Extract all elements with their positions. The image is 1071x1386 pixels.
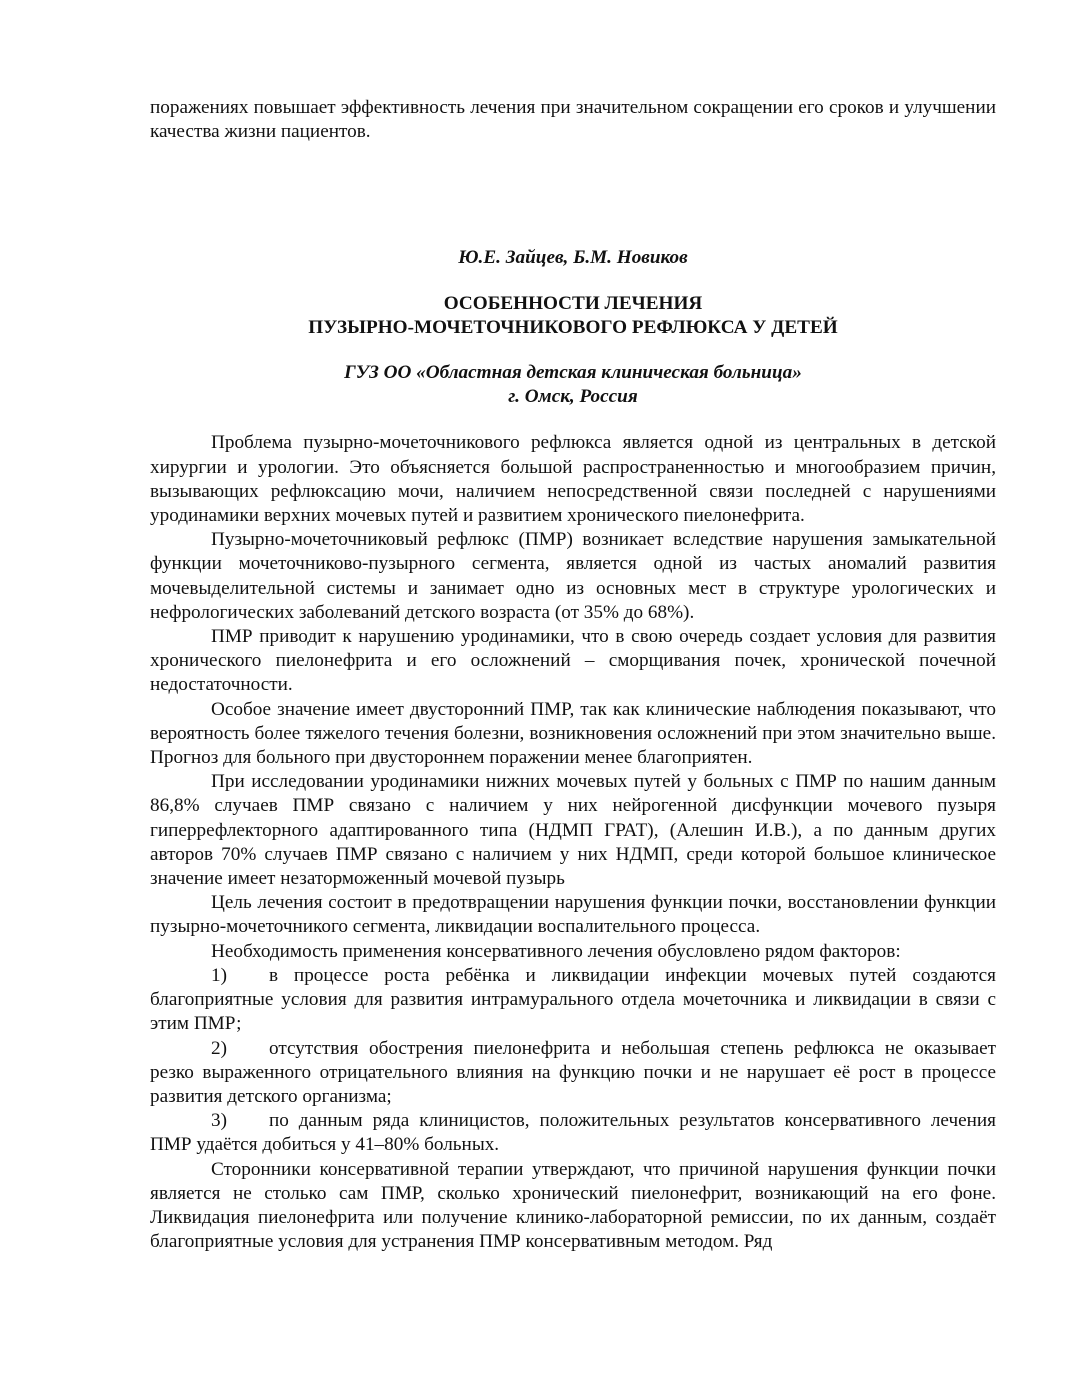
body-paragraph: Сторонники консервативной терапии утверждают, что причиной нарушения функции почки является не столько сам ПМР, сколько хронический пиелонефрит, возникающий на его фоне. Ликвидация пиелонефрита или получение клинико-лабораторной ремиссии, по их данным, создаёт благоприятные условия для устранения ПМР консервативным методом. Ряд [150, 1158, 996, 1253]
article-authors: Ю.Е. Зайцев, Б.М. Новиков [458, 247, 688, 269]
body-paragraph: Цель лечения состоит в предотвращении нарушения функции почки, восстановлении функции пузырно-мочеточникого сегмента, ликвидации воспалительного процесса. [150, 892, 996, 938]
list-item [150, 1109, 996, 1157]
article-title-line-2: ПУЗЫРНО-МОЧЕТОЧНИКОВОГО РЕФЛЮКСА У ДЕТЕЙ [308, 316, 838, 338]
article-body [150, 431, 996, 1254]
article-title-line-1: ОСОБЕННОСТИ ЛЕЧЕНИЯ [443, 292, 703, 314]
list-item [150, 1037, 996, 1110]
body-paragraph: Проблема пузырно-мочеточникового рефлюкса является одной из центральных в детской хирургии и урологии. Это объясняется большой распространенностью и многообразием причин, вызывающих рефлюксацию мочи, наличием непосредственной связи последней с нарушениями уродинамики верхних мочевых путей и развитием хронического пиелонефрита. [150, 432, 996, 527]
affiliation-city: г. Омск, Россия [508, 386, 638, 408]
document-page [150, 96, 996, 1254]
list-item-text: отсутствия обострения пиелонефрита и небольшая степень рефлюкса не оказывает резко выраженного отрицательного влияния на функцию почки и не нарушает её рост в процессе развития детского организма; [150, 1037, 996, 1107]
body-paragraph: Особое значение имеет двусторонний ПМР, так как клинические наблюдения показывают, что вероятность более тяжелого течения болезни, возникновения осложнений при этом значительно выше. Прогноз для больного при двустороннем поражении менее благоприятен. [150, 698, 996, 769]
affiliation-institution: ГУЗ ОО «Областная детская клиническая больница» [344, 362, 802, 384]
list-item-text: по данным ряда клиницистов, положительных результатов консервативного лечения ПМР удаётся добиться у 41–80% больных. [150, 1110, 996, 1156]
list-item-number: 2) [211, 1037, 227, 1059]
article-affiliation [150, 361, 996, 409]
list-item-number: 3) [211, 1110, 227, 1132]
body-paragraph: Пузырно-мочеточниковый рефлюкс (ПМР) возникает вследствие нарушения замыкательной функции мочеточниково-пузырного сегмента, является одной из частых аномалий развития мочевыделительной системы и занимает одно из основных мест в структуре урологических и нефрологических заболеваний детского возраста (от 35% до 68%). [150, 529, 996, 623]
article-title [150, 292, 996, 340]
previous-article-ending: поражениях повышает эффективность лечения при значительном сокращении его сроков и улучшении качества жизни пациентов. [150, 97, 996, 143]
body-paragraph: ПМР приводит к нарушению уродинамики, что в свою очередь создает условия для развития хронического пиелонефрита и его осложнений – сморщивания почек, хронической почечной недостаточности. [150, 626, 996, 696]
list-item-number: 1) [211, 964, 227, 986]
body-paragraph: Необходимость применения консервативного лечения обусловлено рядом факторов: [211, 940, 901, 962]
list-item-text: в процессе роста ребёнка и ликвидации инфекции мочевых путей создаются благоприятные условия для развития интрамурального отдела мочеточника и ликвидации в связи с этим ПМР; [150, 964, 996, 1035]
list-item [150, 964, 996, 1037]
body-paragraph: При исследовании уродинамики нижних мочевых путей у больных с ПМР по нашим данным 86,8% случаев ПМР связано с наличием у них нейрогенной дисфункции мочевого пузыря гиперрефлекторного адаптированного типа (НДМП ГРАТ), (Алешин И.В.), а по данным других авторов 70% случаев ПМР связано с наличием у них НДМП, среди которой большое клиническое значение имеет незаторможенный мочевой пузырь [150, 771, 996, 890]
